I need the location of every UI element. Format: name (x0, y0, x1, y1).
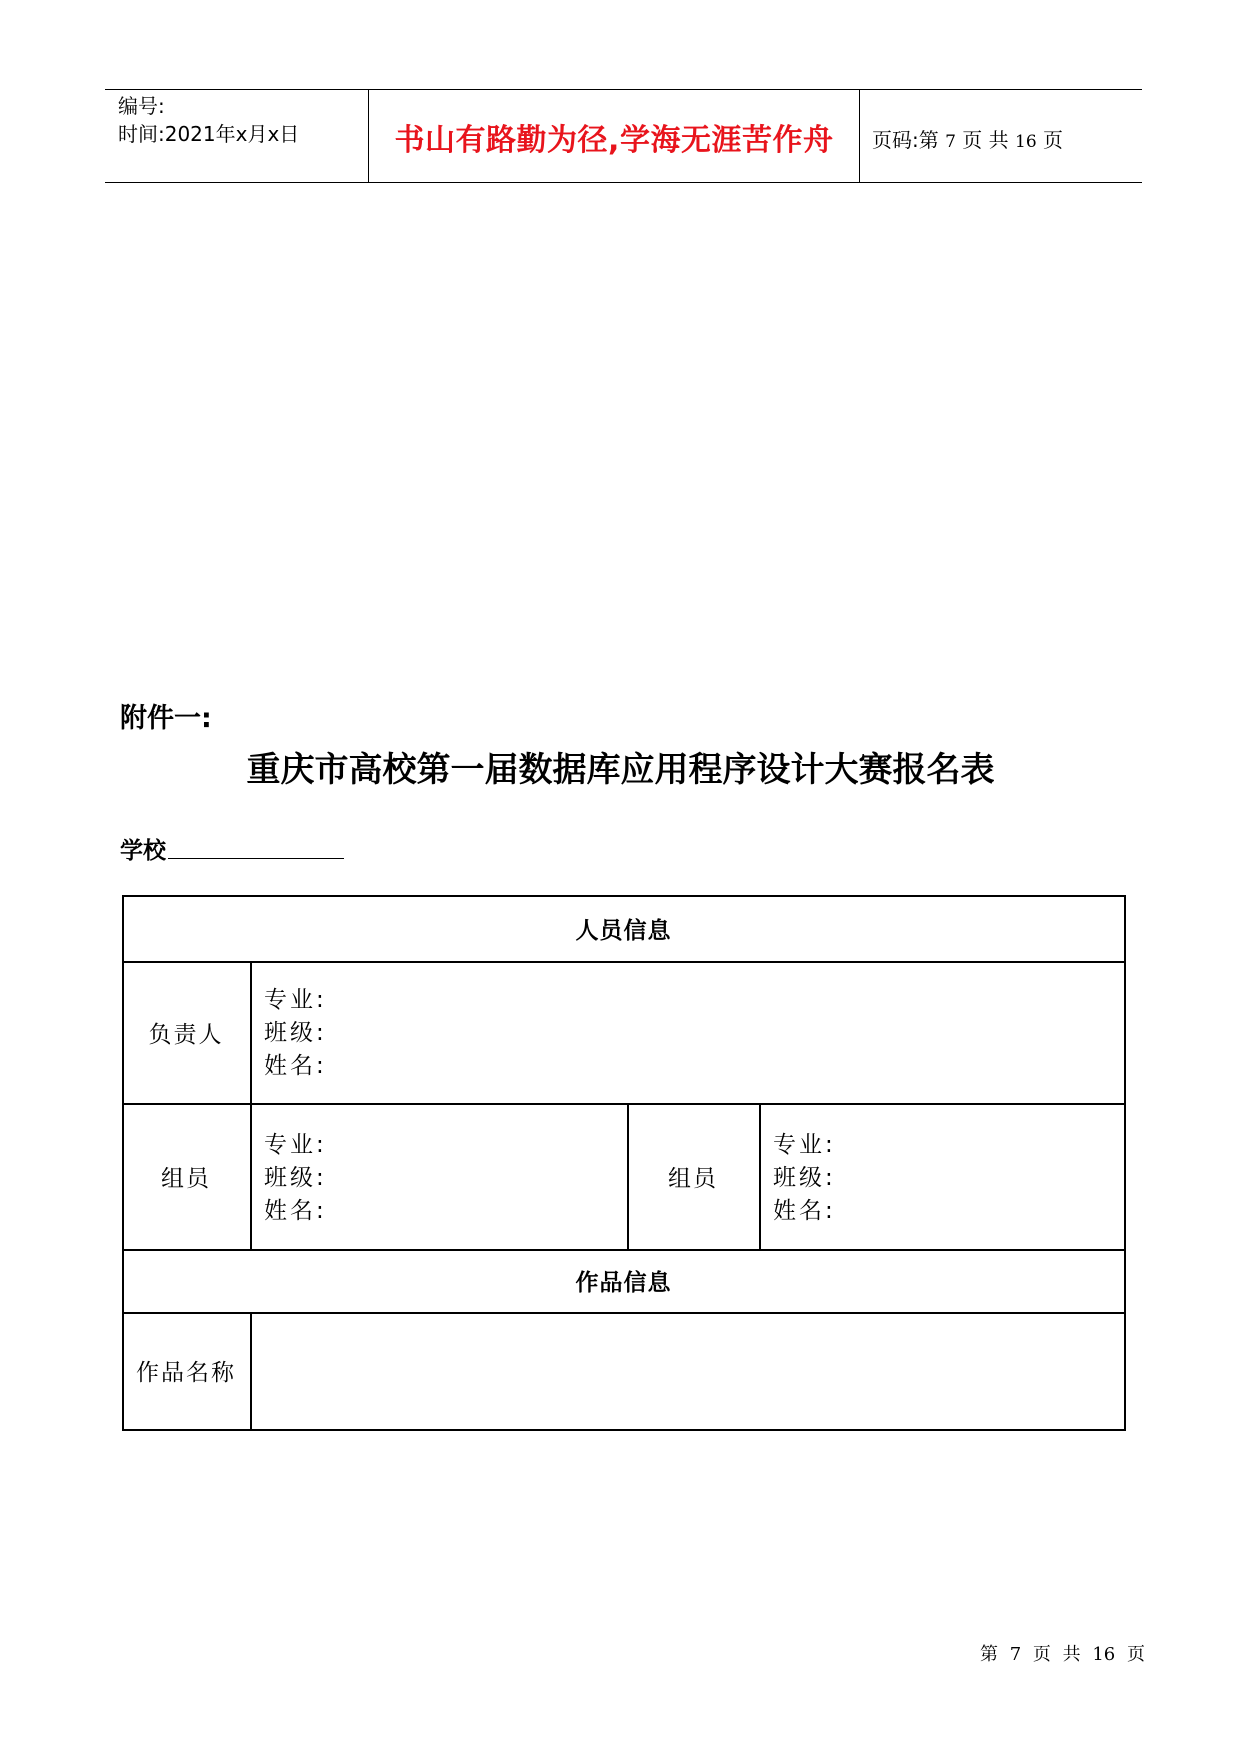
document-title: 重庆市高校第一届数据库应用程序设计大赛报名表 (246, 750, 995, 790)
work-info-header: 作品信息 (575, 1270, 672, 1296)
leader-major-label: 专业: (264, 987, 327, 1013)
school-label: 学校 (120, 838, 166, 864)
page-total: 16 (1015, 132, 1037, 152)
member-1-major-label: 专业: (264, 1132, 327, 1158)
leader-class-label: 班级: (264, 1020, 327, 1046)
member-2-fields (773, 1129, 836, 1228)
table-col-divider-1a (250, 961, 252, 1250)
table-col-divider-1b (250, 1312, 252, 1430)
member-2-label: 组员 (668, 1165, 718, 1192)
work-name-label: 作品名称 (136, 1360, 236, 1386)
school-blank-line (168, 858, 344, 859)
member-1-fields (264, 1129, 327, 1228)
leader-name-label: 姓名: (264, 1053, 327, 1079)
table-col-divider-3 (759, 1103, 761, 1250)
leader-fields (264, 984, 327, 1083)
page-label: 页码:第 (872, 128, 939, 152)
member-2-major-label: 专业: (773, 1132, 836, 1158)
table-rule-1 (122, 961, 1125, 963)
leader-label: 负责人 (148, 1021, 224, 1048)
header-meta (118, 92, 299, 148)
document-number-label: 编号: (118, 94, 165, 118)
table-rule-4 (122, 1312, 1125, 1314)
member-1-name-label: 姓名: (264, 1198, 327, 1224)
document-time-label: 时间:2021年x月x日 (118, 122, 300, 146)
member-2-class-label: 班级: (773, 1165, 836, 1191)
table-rule-2 (122, 1103, 1125, 1105)
page-end-label: 页 (1043, 128, 1064, 152)
member-1-label: 组员 (161, 1165, 211, 1192)
attachment-label: 附件一: (120, 703, 212, 734)
personnel-info-header: 人员信息 (575, 917, 672, 944)
header-motto: 书山有路勤为径,学海无涯苦作舟 (394, 122, 834, 158)
member-1-class-label: 班级: (264, 1165, 327, 1191)
header-page-info (872, 124, 1063, 153)
table-border-right (1124, 895, 1126, 1431)
page-number: 7 (945, 132, 956, 152)
page-footer: 第 7 页 共 16 页 (980, 1644, 1145, 1665)
table-rule-bottom (122, 1429, 1125, 1431)
header-divider-right (859, 90, 860, 183)
member-2-name-label: 姓名: (773, 1198, 836, 1224)
page-mid-label: 页 共 (962, 128, 1009, 152)
